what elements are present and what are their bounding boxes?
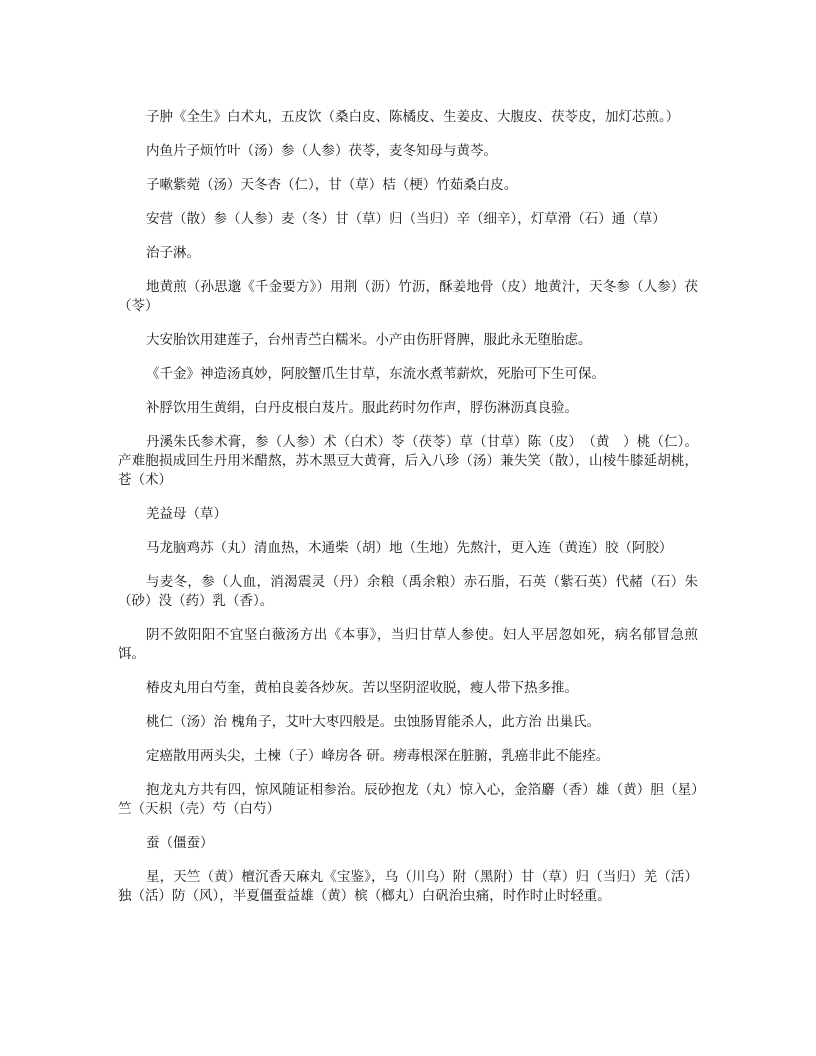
paragraph-1: 子肿《全生》白术丸，五皮饮（桑白皮、陈橘皮、生姜皮、大腹皮、茯苓皮，加灯芯煎。） — [146, 109, 680, 125]
paragraph-8: 《千金》神造汤真妙，阿胶蟹爪生甘草，东流水煮苇薪炊，死胎可下生可保。 — [146, 366, 605, 382]
document-body — [118, 108, 698, 921]
paragraph-13: 与麦冬，参（人血，消渴震灵（丹）余粮（禹余粮）赤石脂，石英（紫石英）代赭（石）朱（砂）没（药）乳（香）。 — [118, 574, 698, 609]
paragraph-5: 治子淋。 — [146, 245, 200, 261]
paragraph-12: 马龙脑鸡苏（丸）清血热，木通柴（胡）地（生地）先熬汁，更入连（黄连）胶（阿胶） — [146, 540, 673, 556]
paragraph-3: 子嗽紫菀（汤）天冬杏（仁），甘（草）桔（梗）竹茹桑白皮。 — [146, 177, 518, 193]
paragraph-10: 丹溪朱氏参术膏，参（人参）术（白术）苓（茯苓）草（甘草）陈（皮） （黄 ）桃（仁）。产难胞损成回生丹用米醋熬，苏木黑豆大黄膏，后入八珍（汤）兼失笑（散），山棱牛膝延胡桃，苍（术） — [118, 434, 698, 488]
paragraph-19: 蚕（僵蚕） — [146, 835, 214, 851]
paragraph-6: 地黄煎（孙思邈《千金要方》）用荆（沥）竹沥，酥姜地骨（皮）地黄汁，天冬参（人参）茯（苓） — [118, 279, 698, 314]
paragraph-2: 内鱼片子烦竹叶（汤）参（人参）茯苓，麦冬知母与黄芩。 — [146, 143, 497, 159]
paragraph-18: 抱龙丸方共有四，惊风随证相参治。辰砂抱龙（丸）惊入心，金箔麝（香）雄（黄）胆（星）竺（天枳（壳）芍（白芍） — [118, 782, 698, 817]
paragraph-14: 阴不敛阳阳不宜坚白薇汤方出《本事》，当归甘草人参使。妇人平居忽如死，病名郁冒急煎饵。 — [118, 627, 698, 662]
paragraph-7: 大安胎饮用建莲子，台州青苎白糯米。小产由伤肝肾脾，服此永无堕胎虑。 — [146, 332, 592, 348]
paragraph-16: 桃仁（汤）治 槐角子，艾叶大枣四般是。虫蚀肠胃能杀人，此方治 出巢氏。 — [146, 714, 601, 730]
paragraph-17: 定癌散用两头尖，土楝（子）峰房各 研。痨毒根深在脏腑，乳癌非此不能痊。 — [146, 748, 610, 764]
paragraph-15: 椿皮丸用白芍奎，黄柏良姜各炒灰。苦以坚阴涩收脱，瘦人带下热多推。 — [146, 680, 578, 696]
paragraph-11: 羌益母（草） — [146, 506, 227, 522]
paragraph-4: 安营（散）参（人参）麦（冬）甘（草）归（当归）辛（细辛），灯草滑（石）通（草） — [146, 211, 666, 227]
paragraph-20: 星，天竺（黄）檀沉香天麻丸《宝鉴》，乌（川乌）附（黑附）甘（草）归（当归）羌（活）独（活）防（风），半夏僵蚕益雄（黄）槟（榔丸）白矾治虫痛，时作时止时轻重。 — [118, 869, 698, 904]
paragraph-9: 补脬饮用生黄绢，白丹皮根白芨片。服此药时勿作声，脬伤淋沥真良验。 — [146, 400, 578, 416]
